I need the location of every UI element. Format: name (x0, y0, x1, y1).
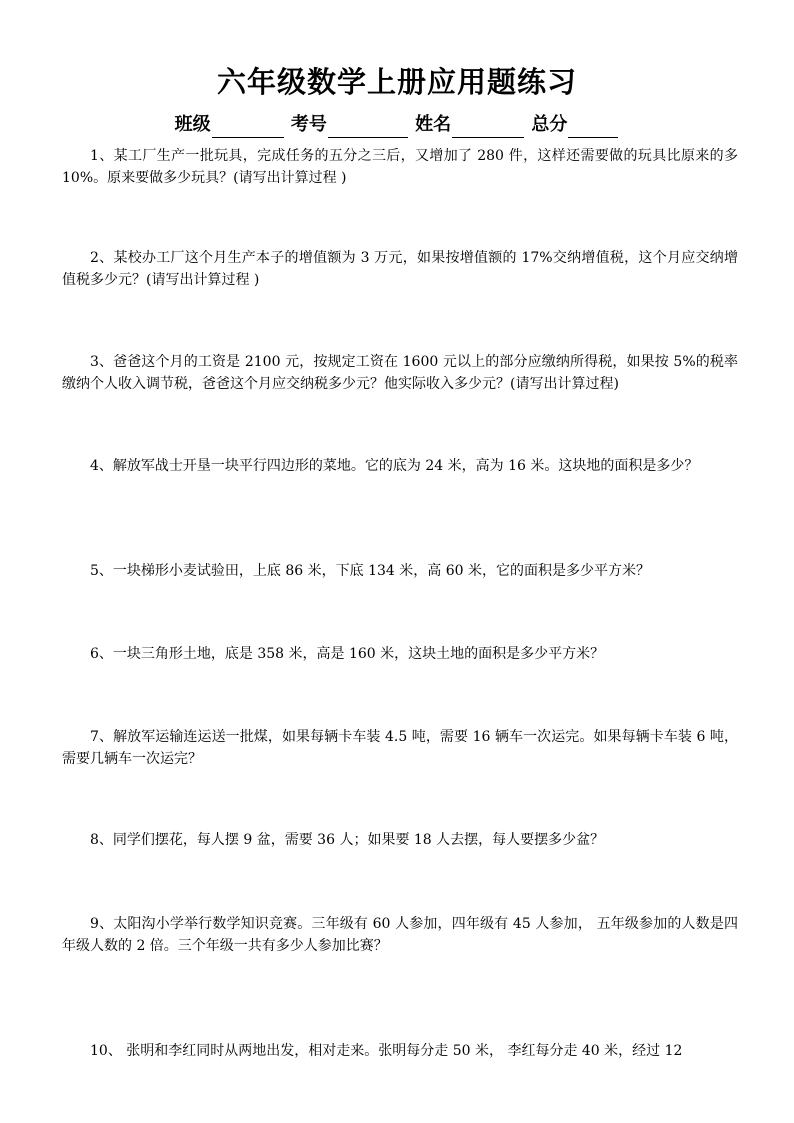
question-10 (62, 1040, 738, 1062)
class-field (175, 112, 285, 138)
total-score-label: 总分 (531, 114, 568, 135)
page-title: 六年级数学上册应用题练习 (216, 65, 577, 99)
question-number: 10、 (90, 1043, 122, 1059)
class-label: 班级 (174, 114, 211, 135)
question-text: 爸爸这个月的工资是 2100 元，按规定工资在 1600 元以上的部分应缴纳所得税，如果按 5%的税率缴纳个人收入调节税，爸爸这个月应交纳税多少元？他实际收入多少元？(请写出计算过程) (62, 354, 738, 392)
question-7 (62, 726, 738, 770)
name-blank[interactable] (452, 117, 524, 138)
name-field (415, 112, 525, 138)
question-6 (62, 643, 738, 665)
question-text: 一块梯形小麦试验田，上底 86 米，下底 134 米，高 60 米，它的面积是多少平方米？ (112, 563, 650, 579)
question-8 (62, 829, 738, 851)
question-number: 5、 (90, 563, 113, 579)
exam-number-field (291, 112, 409, 138)
question-text: 张明和李红同时从两地出发，相对走来。张明每分走 50 米， 李红每分走 40 米，经过 12 (121, 1043, 683, 1059)
question-text: 一块三角形土地，底是 358 米，高是 160 米，这块土地的面积是多少平方米？ (112, 646, 605, 662)
name-label: 姓名 (415, 114, 452, 135)
question-number: 4、 (90, 458, 113, 474)
question-1 (62, 145, 738, 189)
question-number: 3、 (90, 354, 114, 370)
question-text: 太阳沟小学举行数学知识竞赛。三年级有 60 人参加，四年级有 45 人参加， 五年级参加的人数是四年级人数的 2 倍。三个年级一共有多少人参加比赛？ (62, 916, 738, 954)
exam-number-label: 考号 (290, 114, 327, 135)
exam-number-blank[interactable] (328, 117, 408, 138)
question-text: 解放军运输连运送一批煤，如果每辆卡车装 4.5 吨，需要 16 辆车一次运完。如果每辆卡车装 6 吨，需要几辆车一次运完？ (62, 729, 738, 767)
question-3 (62, 351, 738, 395)
question-4 (62, 455, 738, 477)
question-9 (62, 913, 738, 957)
question-number: 1、 (90, 148, 114, 164)
question-2 (62, 247, 738, 291)
total-score-blank[interactable] (568, 117, 618, 138)
question-number: 9、 (90, 916, 114, 932)
question-text: 某工厂生产一批玩具，完成任务的五分之三后，又增加了 280 件，这样还需要做的玩具比原来的多 10%。原来要做多少玩具？(请写出计算过程 ) (62, 148, 738, 186)
question-text: 解放军战士开垦一块平行四边形的菜地。它的底为 24 米，高为 16 米。这块地的面积是多少？ (112, 458, 699, 474)
question-text: 某校办工厂这个月生产本子的增值额为 3 万元，如果按增值额的 17%交纳增值税，这个月应交纳增值税多少元？(请写出计算过程 ) (62, 250, 738, 288)
question-5 (62, 560, 738, 582)
student-info-line (0, 112, 794, 138)
question-number: 2、 (90, 250, 114, 266)
question-number: 6、 (90, 646, 113, 662)
class-blank[interactable] (212, 117, 284, 138)
total-score-field (531, 112, 619, 138)
question-number: 7、 (90, 729, 114, 745)
question-number: 8、 (90, 832, 113, 848)
question-text: 同学们摆花，每人摆 9 盆，需要 36 人；如果要 18 人去摆，每人要摆多少盆？ (112, 832, 605, 848)
